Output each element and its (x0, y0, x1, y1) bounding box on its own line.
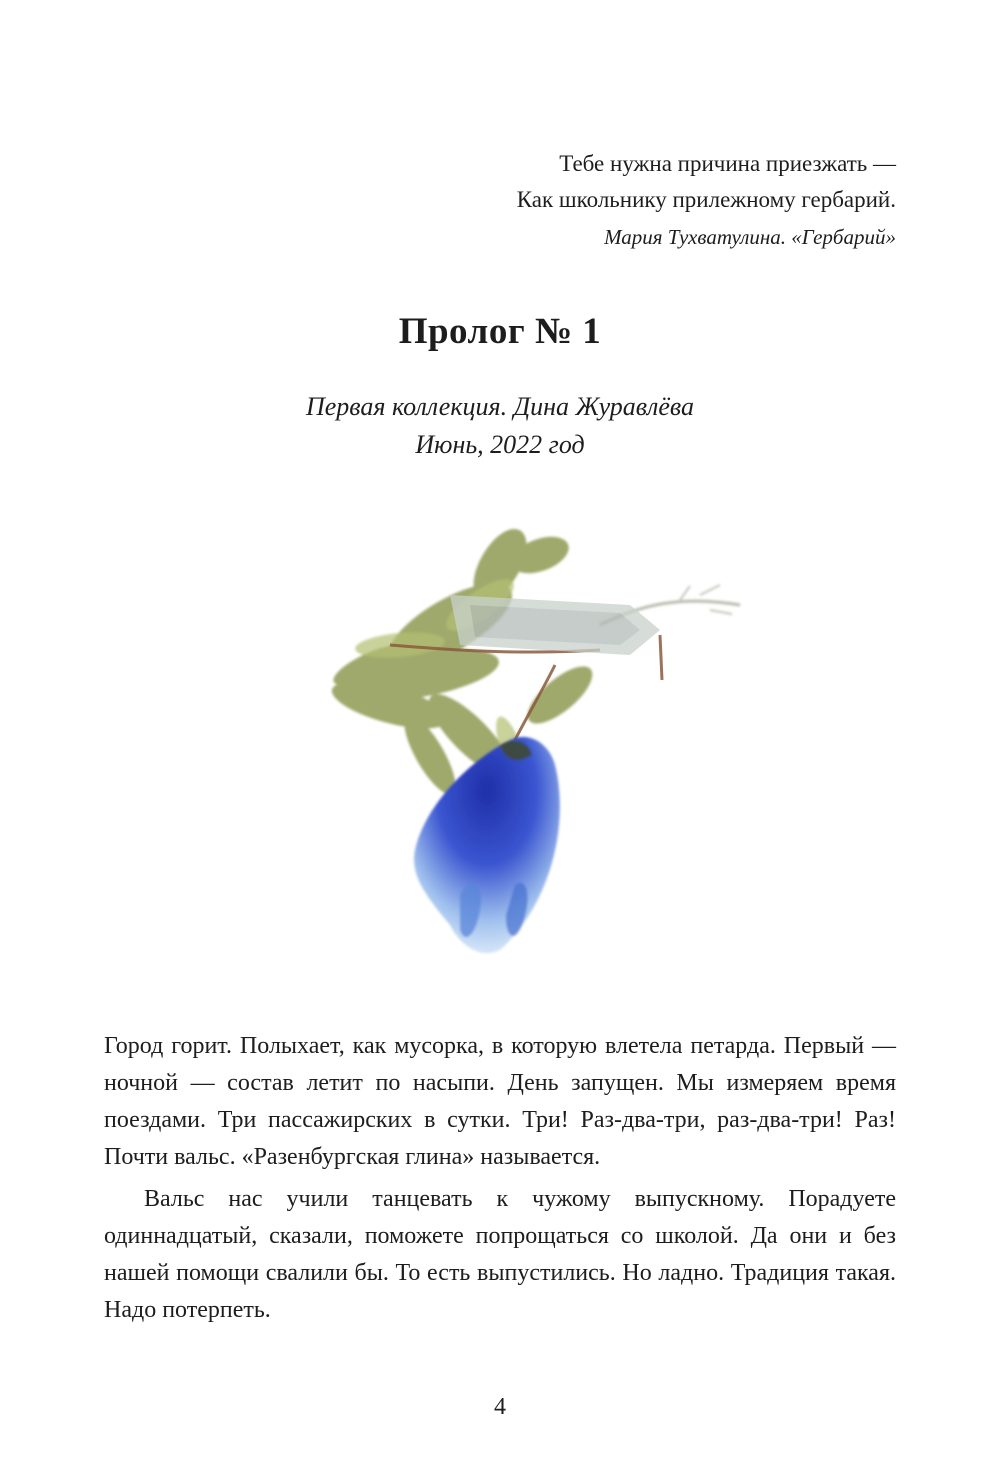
body-text (104, 1028, 896, 1329)
epigraph-line-2: Как школьнику прилежному гербарий. (516, 187, 896, 212)
paragraph-2: Вальс нас учили танцевать к чужому выпускному. Порадуете одиннадцатый, сказали, поможете попрощаться со школой. Да они и без нашей помощи свалили бы. То есть выпустились. Но ладно. Традиция такая. Надо потерпеть. (104, 1186, 896, 1323)
tape-strip (450, 595, 660, 655)
epigraph-attribution: Мария Тухватулина. «Гербарий» (604, 225, 896, 249)
subtitle-line-2: Июнь, 2022 год (415, 430, 585, 459)
pressed-flower-illustration (300, 505, 770, 985)
epigraph (517, 146, 896, 255)
subtitle-line-1: Первая коллекция. Дина Журавлёва (305, 392, 695, 421)
epigraph-line-1: Тебе нужна причина приезжать — (559, 151, 896, 176)
page-number: 4 (494, 1394, 506, 1420)
chapter-title: Пролог № 1 (398, 311, 602, 352)
paragraph-1: Город горит. Полыхает, как мусорка, в которую влетела петарда. Первый — ночной — состав летит по насыпи. День запущен. Мы измеряем время поездами. Три пассажирских в сутки. Три! Раз-два-три, раз-два-три! Раз! Почти вальс. «Разенбургская глина» называется. (104, 1033, 896, 1170)
chapter-subtitle (0, 388, 1000, 464)
